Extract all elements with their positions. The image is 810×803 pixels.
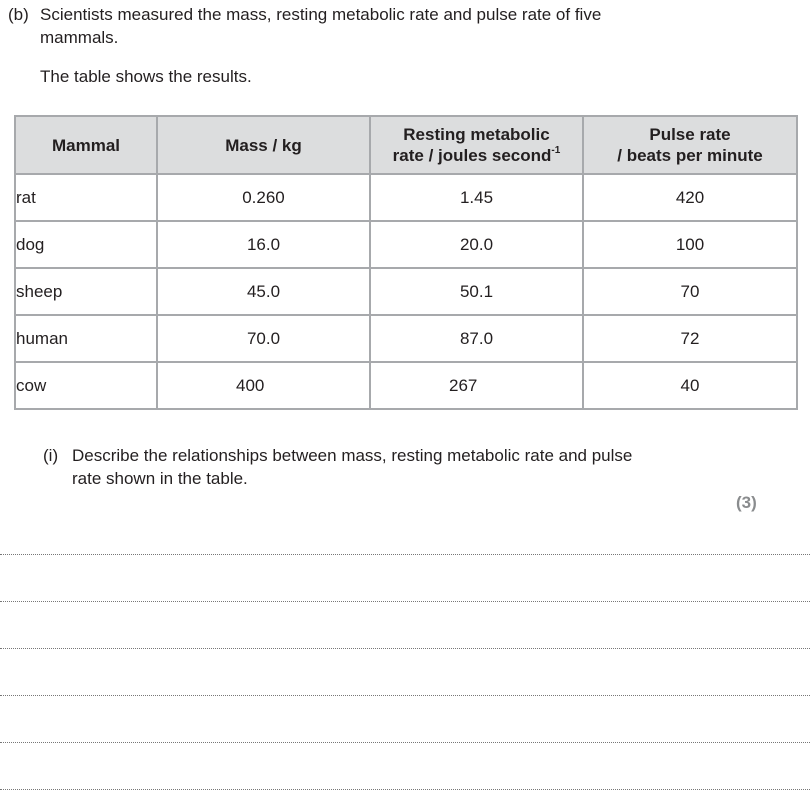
cell-mammal: sheep xyxy=(15,268,157,315)
cell-pulse-rate: 100 xyxy=(583,221,797,268)
marks-indicator: (3) xyxy=(736,493,757,512)
table-header-row xyxy=(15,116,797,174)
header-mass: Mass / kg xyxy=(157,116,370,174)
cell-mass: 70.0 xyxy=(157,315,370,362)
header-metabolic-unit: rate / joules second xyxy=(392,146,552,165)
cell-metabolic-rate: 50.1 xyxy=(370,268,583,315)
answer-line-6[interactable] xyxy=(0,789,810,790)
cell-mass: 400 xyxy=(157,362,370,409)
cell-metabolic-rate: 267 xyxy=(370,362,583,409)
cell-mass: 16.0 xyxy=(157,221,370,268)
table-row xyxy=(15,315,797,362)
table-row xyxy=(15,174,797,221)
cell-pulse-rate: 70 xyxy=(583,268,797,315)
table-row xyxy=(15,268,797,315)
header-pulse-line-2: / beats per minute xyxy=(617,146,763,165)
header-metabolic-rate xyxy=(370,116,583,174)
table-row xyxy=(15,221,797,268)
cell-pulse-rate: 72 xyxy=(583,315,797,362)
header-mammal: Mammal xyxy=(15,116,157,174)
subquestion-text-line-2: rate shown in the table. xyxy=(72,469,248,488)
subquestion-text-line-1: Describe the relationships between mass, resting metabolic rate and pulse xyxy=(72,446,633,465)
cell-metabolic-rate: 1.45 xyxy=(370,174,583,221)
cell-mammal: rat xyxy=(15,174,157,221)
header-metabolic-line-2 xyxy=(371,145,582,166)
question-intro-line-2: mammals. xyxy=(40,28,119,47)
header-metabolic-exponent: -1 xyxy=(551,145,561,157)
cell-mass: 45.0 xyxy=(157,268,370,315)
cell-metabolic-rate: 87.0 xyxy=(370,315,583,362)
answer-line-3[interactable] xyxy=(0,648,810,649)
subquestion-number: (i) xyxy=(43,446,59,465)
table-intro-text: The table shows the results. xyxy=(40,67,252,86)
header-metabolic-line-1: Resting metabolic xyxy=(403,125,550,144)
table-row xyxy=(15,362,797,409)
header-pulse-line-1: Pulse rate xyxy=(649,125,731,144)
cell-mass: 0.260 xyxy=(157,174,370,221)
cell-pulse-rate: 40 xyxy=(583,362,797,409)
results-table xyxy=(14,115,798,410)
cell-mammal: human xyxy=(15,315,157,362)
question-part-label: (b) xyxy=(8,5,29,24)
question-intro-line-1: Scientists measured the mass, resting metabolic rate and pulse rate of five xyxy=(40,5,602,24)
header-pulse-rate xyxy=(583,116,797,174)
cell-mammal: dog xyxy=(15,221,157,268)
answer-line-5[interactable] xyxy=(0,742,810,743)
cell-pulse-rate: 420 xyxy=(583,174,797,221)
cell-mammal: cow xyxy=(15,362,157,409)
answer-line-2[interactable] xyxy=(0,601,810,602)
cell-metabolic-rate: 20.0 xyxy=(370,221,583,268)
answer-line-4[interactable] xyxy=(0,695,810,696)
answer-line-1[interactable] xyxy=(0,554,810,555)
